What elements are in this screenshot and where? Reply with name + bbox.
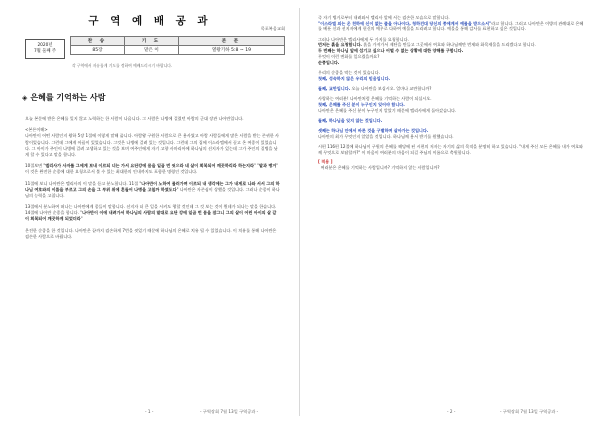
page-2 (300, 0, 600, 424)
date-year: 2020년 (37, 43, 53, 48)
application-section (318, 159, 586, 170)
page-footer: - 구역장회 7월 13일 구역공과 - (500, 409, 559, 414)
scripture-quote: 나아만이 이에 내려가서 하나님의 사람의 말대로 요단 강에 일곱 번 몸을 잠그니 그의 살이 어린 아이의 살 같이 회복되어 깨끗하게 되었더라 (25, 210, 277, 222)
church-name: 목포복음교회 (260, 26, 285, 31)
paragraph: 오늘 본문에 받은 은혜를 잊지 않고 노력하는 한 사람이 나옵니다. 그 사람은 나병에 걸렸던 아람의 군대 장관 나아만입니다. (25, 116, 244, 121)
scripture-quote: 나아만이 노하여 물러가며 이르되 내 생각에는 그가 내게로 나와 서서 그의 하나님 여호와의 이름을 부르고 그의 손을 그 부위 위에 흔들어 나병을 고칠까 하였도다 (25, 180, 280, 192)
paragraph: 우리의 순종을 막는 것이 있습니다. 첫째, 성숙하지 않은 우리의 믿음입니다. (318, 69, 391, 81)
header-prayer: 기 도 (124, 37, 178, 46)
paragraph: 10절보면 "엘리사가 사자를 그에게 보내 이르되 너는 가서 요단강에 몸을 일곱 번 씻으라 네 살이 회복되어 깨끗하리라 하는지라" "말과 병거" 이 것은 완전한 순종에 대한 요청으로서 볼 수 있는 최대한의 인내까지도 포함한 명령인 것입니다. (25, 163, 279, 175)
hymn-value: 85장 (71, 46, 125, 55)
paragraph: 13절에서 분노하여 떠나는 나아만에게 종들이 말합니다. 선지자 더 큰 일을 시켜도 행할 것인데 그 것 보는 것이 뭔데가 되나는 말을 한습니다. 14절에 나아만 순종을 합니다. "나아만이 이에 내려가서 하나님의 사람의 말대로 요단 강에 일곱 번 몸을 잠그니 그의 살이 어린 아이의 살 같이 회복되어 깨끗하게 되었더라" (25, 204, 277, 222)
scripture-quote: 엘리사가 사자를 그에게 보내 이르되 너는 가서 요단강에 몸을 일곱 번 씻으라 네 살이 회복되어 깨끗하리라 하는지라 (45, 163, 254, 169)
scripture-value: 열왕기하 5:8 ~ 19 (178, 46, 284, 55)
date-week: 7월 둘째 주 (33, 49, 57, 54)
section-heading: <본론이해> (25, 127, 48, 133)
sermon-title (22, 92, 106, 103)
paragraph: 셋째는 하나님 안에서 바른 것을 구별하며 살아가는 것입니다. 나아만의 최가 무엇인지 알았을 것입니다. 하나님께 용서 받기를 원했습니다. (318, 128, 454, 139)
page-footer: - 구역장회 7월 13일 구역공과 - (200, 409, 259, 414)
application-heading: [ 적용 ] (318, 159, 333, 165)
point-heading: 첫째, 성숙하지 않은 우리의 믿음입니다. (318, 75, 391, 81)
paragraph: 즉 자기 병거로부터 내려와서 엘리사 앞에 서는 겸손한 모습으로 말합니다. "이스라엘 외는 온 천하에 신이 없는 줄을 아나이다, 청하건대 당신의 종에게서 예물을 받으소서"라고 합니다. 그러고 나아만은 이방의 관례대로 은혜를 베푼 신과 선지자에게 헌신의 예우로 다하여 예물을 드리려고 합니다. 예물을 통해 감사를 표현하고 싶은 것입니다. (318, 15, 584, 32)
page-number: - 2 - (447, 409, 456, 414)
order-note: 각 구역에서 자유롭게 기도를 정하여 예배드리시기 바랍니다. (72, 63, 173, 68)
quote: "이스라엘 외는 온 천하에 신이 없는 줄을 아나이다, 청하건대 당신의 종에게서 예물을 받으소서" (318, 20, 492, 26)
point-heading: 셋째는 하나님 안에서 바른 것을 구별하며 살아가는 것입니다. (318, 128, 429, 134)
date-box (25, 39, 65, 59)
paragraph: 사랑하는 여러분! 나아만처럼 은혜를 기억하는 사람이 되십시오. 첫째, 은혜를 주신 분이 누구인지 잊어야 합니다. 나아만은 은혜를 주신 분이 누구인지 알았기 때문에 엘리사에게 돌아갔습니다. (318, 96, 457, 113)
point-heading: 둘째, 하나님을 잊지 않는 것입니다. (318, 117, 383, 123)
sermon-body-page1 (25, 116, 280, 245)
bulletin-title: 구 역 예 배 공 과 (88, 15, 212, 27)
header-hymn: 찬 송 (71, 37, 125, 46)
worship-order-table (70, 36, 285, 55)
paragraph: 시편 116편 12절에 하나님이 구원의 은혜를 해당에 된 시편의 저자는 자기의 삶의 목적을 분명히 하고 있습니다. "내게 주신 모든 은혜를 내가 여호와께 무엇으로 보답할까?" 이 마음이 여러분의 마음이 되길 주님의 이름으로 축원합니다. (318, 144, 583, 155)
header-scripture: 본 문 (178, 37, 284, 46)
paragraph: 온전한 순종을 한 것입니다. 나아만은 끝까지 겸손하게 7번을 씻었기 때문에 하나님의 은혜로 치유 될 수 있었습니다. 이 치유를 통해 나아만은 겸손한 사람으로 바뀝니다. (25, 227, 277, 239)
paragraph: 둘째, 교만입니다. 오늘 나아만을 보십시오. 얼마나 교만합니까? (318, 85, 432, 91)
prayer-value: 맡은 이 (124, 46, 178, 55)
paragraph: <본론이해> 나아만이 어떤 사람인지 왕하 5장 1절에 이렇게 말해 줍니다. 아람왕 구원한 사람으로 큰 용사였고 아람 사람들에게 많은 사람을 받는 존귀한 사람이었습니다. 그런데 그에게 아픔이 있었습니다. 그것은 나병에 걸려 있는 것입니다. 그런데 그의 집에 이스라엘에서 끌고 온 여종이 있었습니다. 그 아이가 주인이 나병에 걸려 고생하고 있는 것을 보며 여주인에게 자기 고향 사마리아에 하나님의 선지자가 있는데 그가 주인의 질병을 낫게 할 수 있다고 말을 합니다. (25, 127, 279, 157)
page-number: - 1 - (145, 409, 154, 414)
paragraph: 그러나 나아만은 엘리사에게 두 가지를 요청합니다. 먼저는 흙을 요청합니다. 흙을 가져가서 제단을 만들고 그곳에서 여호와 하나님께만 번제와 화목제물을 드리겠다고 합니다. 두 번째는 하나님 앞에 섬기고 싶으나 어떨 수 없는 상황에 대한 양해를 구합니다. 무엇이 이런 변화를 일으켰을까요? 순종입니다. (318, 36, 536, 65)
paragraph: 11절에 보니 나아만은 엘리사의 이 말을 듣고 분노합니다. 11절 "나아만이 노하여 물러가며 이르되 내 생각에는 그가 내게로 나와 서서 그의 하나님 여호와의 이름을 부르고 그의 손을 그 부위 위에 흔들어 나병을 고칠까 하였도다" 나아만은 자존심이 상했을 것입니다. 그러나 순종이 하나님의 능력을 고칩니다. (25, 180, 280, 198)
point-heading: 둘째, 교만입니다. (318, 85, 351, 91)
diamond-bullet-icon: ◈ (22, 94, 28, 102)
sermon-title-text: 은혜를 기억하는 사람 (30, 93, 106, 102)
paragraph (318, 118, 586, 124)
sermon-body-page2 (318, 15, 586, 175)
application-question: 여러분은 은혜를 기억하는 사람입니까? 기억하지 않는 사람입니까? (320, 164, 440, 170)
point-heading: 첫째, 은혜를 주신 분이 누구인지 잊어야 합니다. (318, 101, 405, 107)
